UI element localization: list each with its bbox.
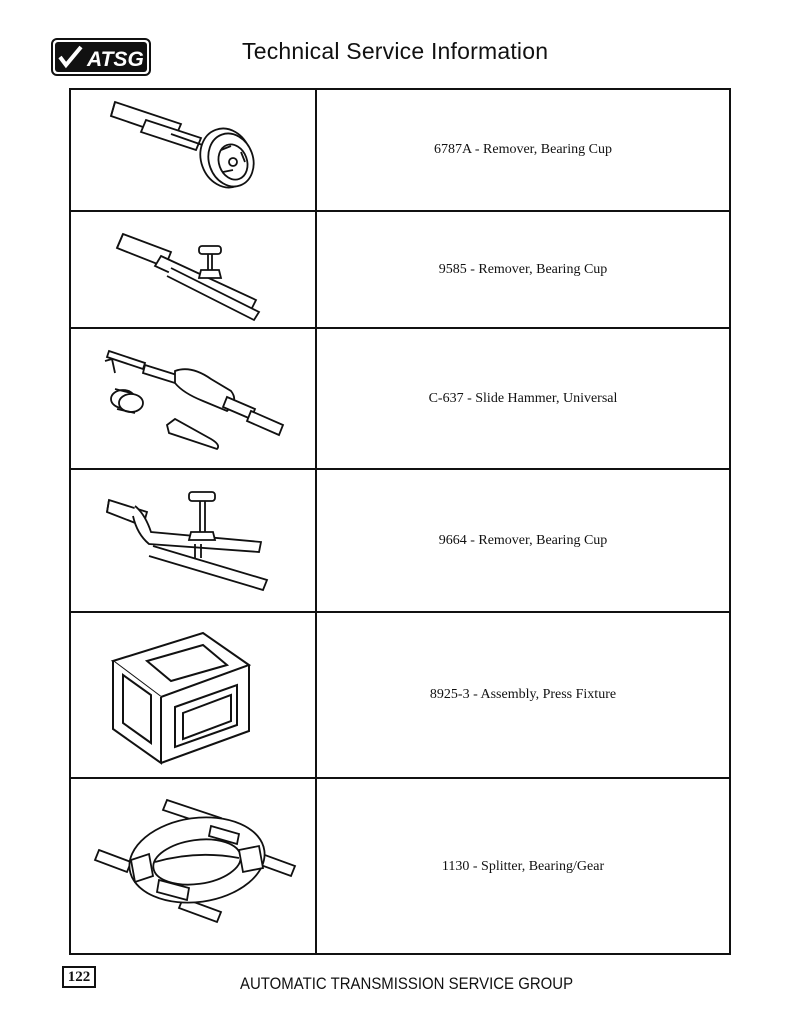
page-number: 122 (62, 966, 96, 988)
table-row (71, 613, 729, 779)
tool-label: 9664 - Remover, Bearing Cup (438, 532, 608, 548)
table-row (71, 470, 729, 613)
tool-label: 9585 - Remover, Bearing Cup (438, 261, 608, 277)
bearing-cup-remover-9585-icon (71, 212, 315, 327)
table-row (71, 779, 729, 955)
bearing-cup-remover-9664-icon (71, 470, 315, 611)
bearing-splitter-icon (71, 779, 315, 955)
table-row (71, 329, 729, 470)
tool-label: 8925-3 - Assembly, Press Fixture (429, 687, 617, 702)
bearing-cup-remover-6787a-icon (71, 90, 315, 210)
page-title: Technical Service Information (242, 38, 549, 64)
press-fixture-icon (71, 613, 315, 777)
svg-text:ATSG: ATSG (87, 48, 144, 71)
table-row (71, 212, 729, 329)
tool-table (69, 88, 731, 955)
slide-hammer-icon (71, 329, 315, 468)
tool-label: 1130 - Splitter, Bearing/Gear (441, 859, 605, 874)
tool-label: 6787A - Remover, Bearing Cup (434, 142, 612, 157)
footer-group-name: AUTOMATIC TRANSMISSION SERVICE GROUP (240, 974, 574, 993)
tool-label: C-637 - Slide Hammer, Universal (428, 390, 618, 406)
atsg-logo (51, 38, 151, 76)
table-row (71, 90, 729, 212)
